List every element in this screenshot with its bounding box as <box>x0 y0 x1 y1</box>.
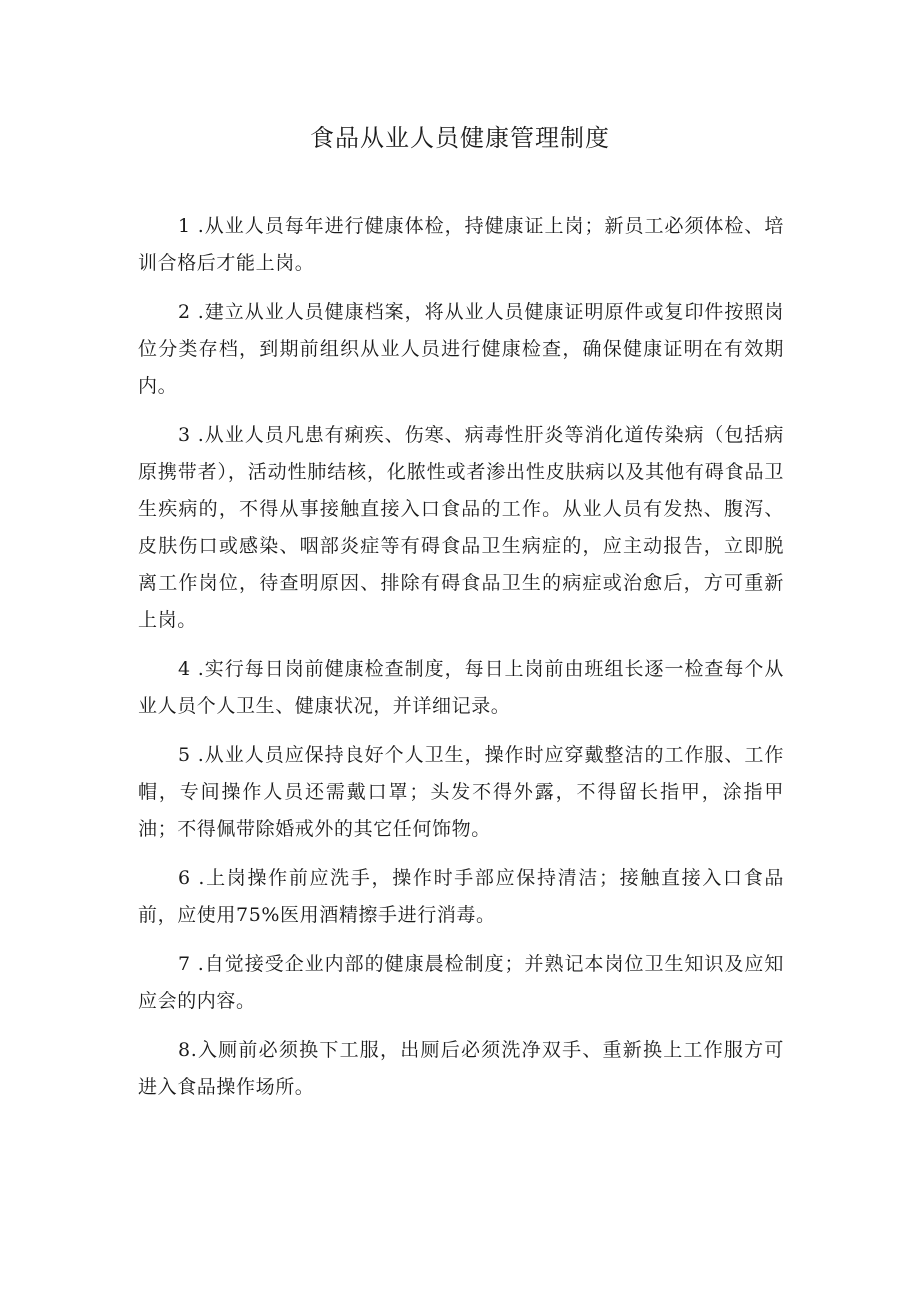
clause-5: 5 .从业人员应保持良好个人卫生，操作时应穿戴整洁的工作服、工作帽，专间操作人员还需戴口罩；头发不得外露，不得留长指甲，涂指甲油；不得佩带除婚戒外的其它任何饰物。 <box>138 744 784 840</box>
clause-6: 6 .上岗操作前应洗手，操作时手部应保持清洁；接触直接入口食品前，应使用75%医用酒精擦手进行消毒。 <box>138 867 784 926</box>
document-body <box>138 208 784 1118</box>
clause-7: 7 .自觉接受企业内部的健康晨检制度；并熟记本岗位卫生知识及应知应会的内容。 <box>138 953 784 1012</box>
document-title: 食品从业人员健康管理制度 <box>310 124 610 152</box>
clause-3: 3 .从业人员凡患有痢疾、伤寒、病毒性肝炎等消化道传染病（包括病原携带者），活动性肺结核，化脓性或者渗出性皮肤病以及其他有碍食品卫生疾病的，不得从事接触直接入口食品的工作。从业人员有发热、腹泻、皮肤伤口或感染、咽部炎症等有碍食品卫生病症的，应主动报告，立即脱离工作岗位，待查明原因、排除有碍食品卫生的病症或治愈后，方可重新上岗。 <box>138 424 784 631</box>
clause-2: 2 .建立从业人员健康档案，将从业人员健康证明原件或复印件按照岗位分类存档，到期前组织从业人员进行健康检查，确保健康证明在有效期内。 <box>138 301 784 397</box>
clause-8: 8.入厕前必须换下工服，出厕后必须洗净双手、重新换上工作服方可进入食品操作场所。 <box>138 1039 784 1098</box>
clause-1: 1 .从业人员每年进行健康体检，持健康证上岗；新员工必须体检、培训合格后才能上岗。 <box>138 215 784 274</box>
clause-4: 4 .实行每日岗前健康检查制度，每日上岗前由班组长逐一检查每个从业人员个人卫生、健康状况，并详细记录。 <box>138 658 784 717</box>
